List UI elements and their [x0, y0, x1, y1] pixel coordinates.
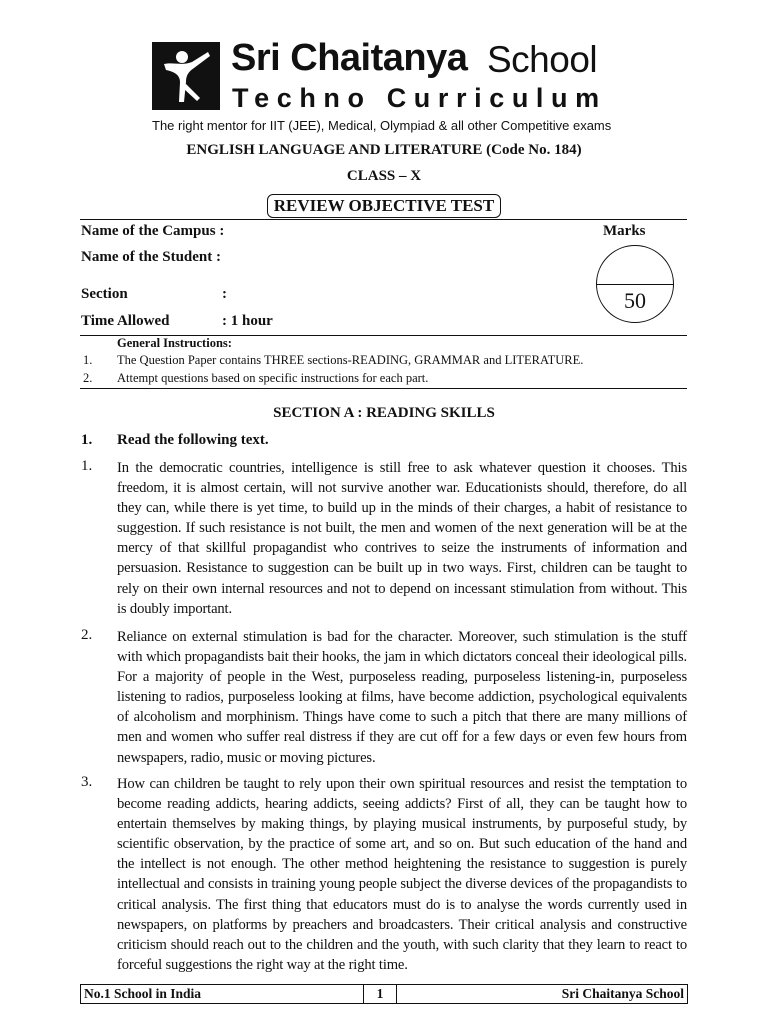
footer-left-text: No.1 School in India: [84, 986, 202, 1001]
brand-subtitle: Techno Curriculum: [232, 83, 607, 113]
campus-label: Name of the Campus :: [81, 223, 225, 239]
tagline: The right mentor for IIT (JEE), Medical, Olympiad & all other Competitive exams: [152, 118, 612, 133]
school-logo: [152, 42, 220, 110]
runner-logo-icon: [152, 42, 220, 110]
section-heading: SECTION A : READING SKILLS: [273, 405, 495, 421]
question-text: Read the following text.: [117, 432, 269, 448]
section-colon: :: [222, 286, 227, 302]
time-label: Time Allowed: [81, 313, 170, 329]
time-value: : 1 hour: [222, 313, 273, 329]
passage-paragraph: How can children be taught to rely upon their own spiritual resources and resist the temptation to become reading addicts, hearing addicts, seeing addicts? First of all, they can be taught how to entertain themselves by making things, by playing musical instruments, by purposeful study, by scientific observation, by the practice of some art, and so on. But such education of the hand and the intellect is not enough. The other method heightening the resistance to suggestion is purely intellectual and consists in training young people subject the diverse devices of the propagandists to critical analysis. The first thing that educators must do is to analyse the words currently used in newspapers, on platforms by preachers and broadcasters. Their critical analysis and constructive criticism should reach out to the children and the youth, with such clarity that they learn to react to forceful suggestions the right way at the right time.: [117, 776, 687, 973]
paragraph-number: 2.: [81, 627, 93, 643]
brand-name: Sri Chaitanya: [231, 37, 468, 79]
page-number: 1: [363, 985, 397, 1003]
instruction-item: [83, 371, 428, 386]
instruction-number: 2.: [83, 371, 93, 385]
marks-value: 50: [624, 288, 646, 313]
brand-school: School: [487, 39, 598, 80]
footer-right-text: Sri Chaitanya School: [561, 986, 684, 1001]
page-footer: [80, 984, 688, 1004]
test-title-wrap: [0, 194, 768, 218]
paragraph-number: 3.: [81, 774, 93, 790]
subject-title: ENGLISH LANGUAGE AND LITERATURE (Code No. 184): [186, 142, 582, 158]
test-title: REVIEW OBJECTIVE TEST: [267, 194, 501, 218]
class-title: CLASS – X: [346, 168, 422, 184]
section-label: Section: [81, 286, 128, 302]
passage-paragraph: In the democratic countries, intelligence is still free to ask whatever question it chooses. This freedom, it is almost certain, will not survive another war. Educationists should, therefore, do all they can, while there is yet time, to build up in the minds of their charges, a habit of resistance to suggestion. If such resistance is not built, the men and women of the next generation will be at the mercy of that skillful propagandist who contrives to seize the instruments of information and persuasion. Resistance to suggestion can be built up in two ways. First, children can be taught to rely on their own internal resources and not to depend on incessant stimulation from without. This is doubly important.: [117, 460, 687, 617]
student-label: Name of the Student :: [81, 249, 221, 265]
instruction-item: [83, 353, 583, 368]
divider: [80, 219, 687, 220]
passage-paragraph: Reliance on external stimulation is bad for the character. Moreover, such stimulation is the stuff with which propagandists bait their hooks, the jam in which dictators conceal their ideological pills. For a majority of people in the West, purposeless reading, purposeless listening-in, purposeless listening to radios, purposeless looking at films, have become addiction, psychological equivalents of alcoholism and morphinism. Things have come to such a pitch that there are many millions of men and women who suffer real distress if they are cut off for a few days or even few hours from newspapers, radio, music or moving pictures.: [117, 629, 687, 766]
instruction-text: The Question Paper contains THREE sections-READING, GRAMMAR and LITERATURE.: [117, 353, 584, 367]
instruction-number: 1.: [83, 353, 93, 367]
question-number: 1.: [81, 432, 93, 448]
marks-label: Marks: [603, 223, 646, 239]
instructions-title: General Instructions:: [117, 336, 232, 350]
divider: [80, 388, 687, 389]
paragraph-number: 1.: [81, 458, 93, 474]
instruction-text: Attempt questions based on specific instructions for each part.: [117, 371, 429, 385]
marks-divider: [597, 284, 674, 285]
